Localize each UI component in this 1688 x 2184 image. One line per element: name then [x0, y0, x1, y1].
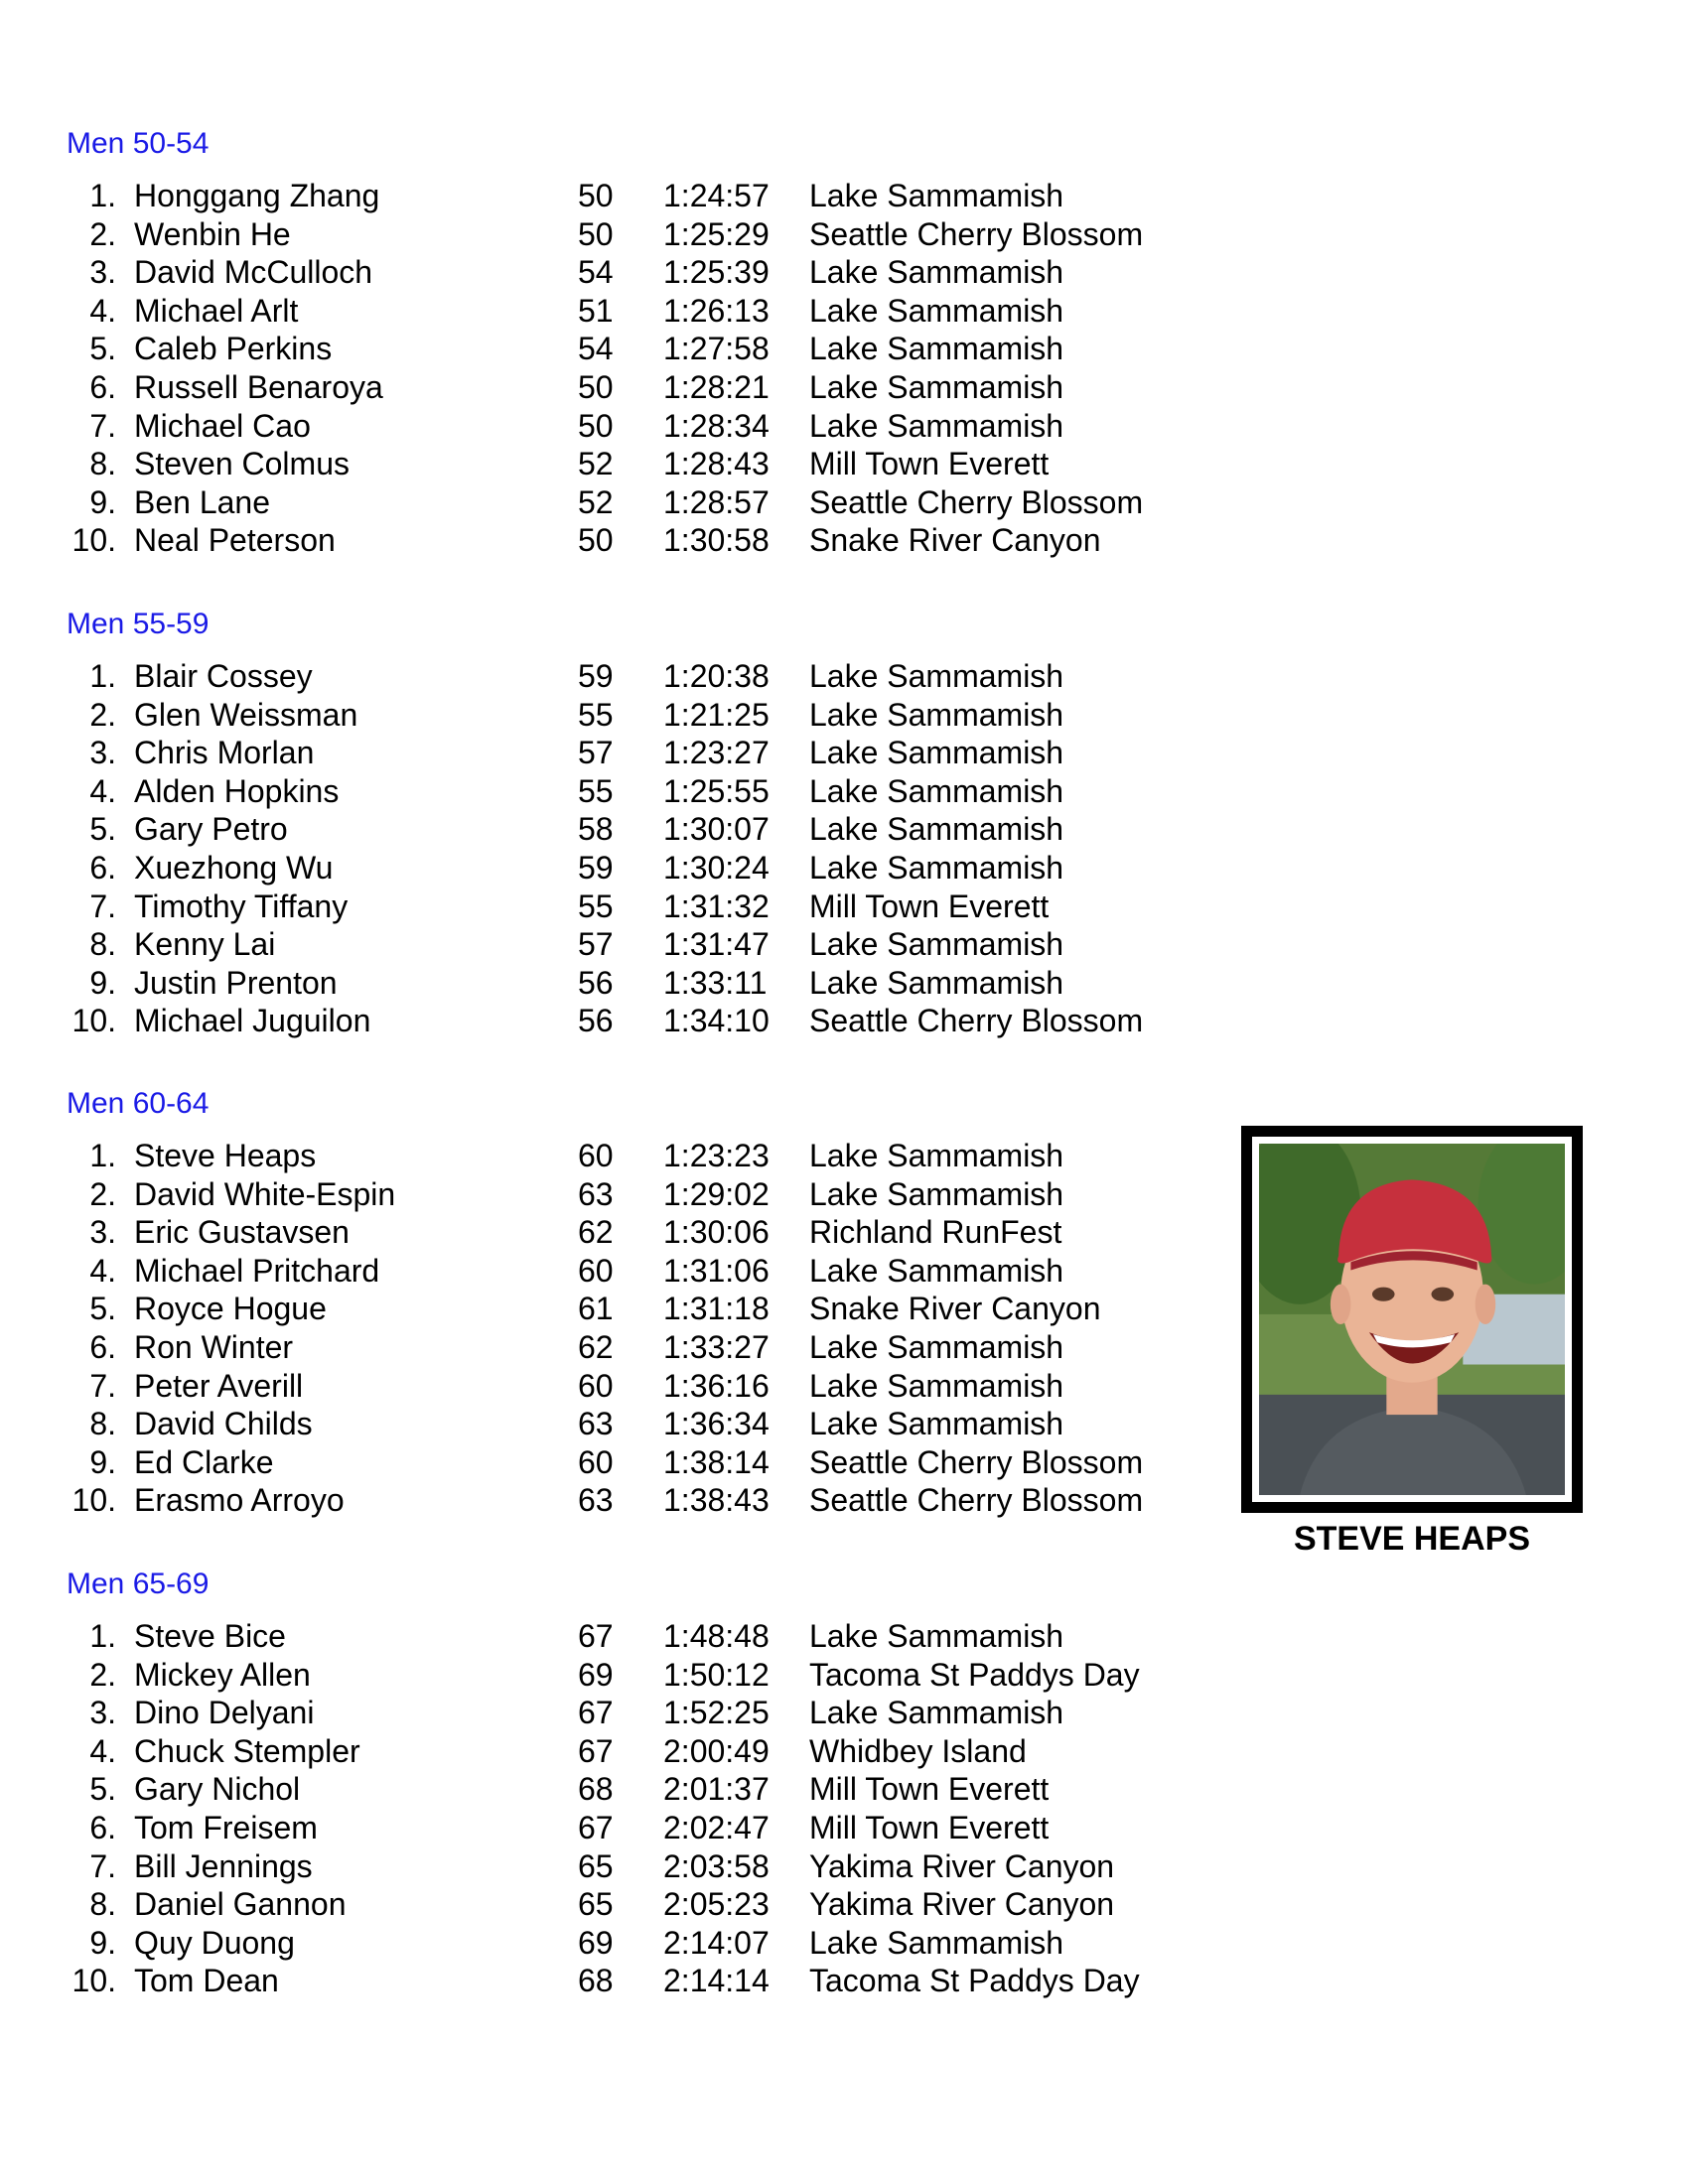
runner-name: Steven Colmus [134, 446, 350, 482]
rank-cell: 8. [89, 1406, 116, 1442]
runner-age: 69 [578, 1924, 614, 1961]
finish-time: 1:36:16 [663, 1367, 770, 1404]
runner-age: 54 [578, 331, 614, 367]
race-name: Seattle Cherry Blossom [809, 483, 1144, 520]
result-row [67, 1656, 1208, 1695]
runner-age: 62 [578, 1214, 614, 1251]
result-row [67, 657, 1208, 696]
runner-name: Gary Petro [134, 811, 288, 848]
runner-age: 52 [578, 446, 614, 482]
runner-name: Glen Weissman [134, 696, 358, 733]
race-name: Snake River Canyon [809, 1291, 1101, 1327]
rank-cell: 6. [89, 1809, 116, 1845]
runner-name: David White-Espin [134, 1175, 396, 1212]
finish-time: 1:34:10 [663, 1003, 770, 1039]
runner-age: 51 [578, 292, 614, 329]
runner-name: Xuezhong Wu [134, 849, 334, 886]
result-row [67, 1617, 1208, 1656]
runner-age: 50 [578, 522, 614, 559]
runner-name: Steve Bice [134, 1618, 286, 1654]
finish-time: 1:50:12 [663, 1656, 770, 1693]
finish-time: 2:00:49 [663, 1732, 770, 1769]
finish-time: 1:28:34 [663, 407, 770, 444]
finish-time: 1:28:21 [663, 368, 770, 405]
runner-age: 55 [578, 772, 614, 809]
runner-name: Ron Winter [134, 1328, 294, 1365]
race-name: Mill Town Everett [809, 1771, 1050, 1808]
result-row [67, 1885, 1208, 1924]
rank-cell: 7. [89, 887, 116, 924]
runner-age: 50 [578, 215, 614, 252]
runner-age: 63 [578, 1175, 614, 1212]
result-row [67, 368, 1208, 407]
runner-name: David McCulloch [134, 254, 373, 291]
finish-time: 1:26:13 [663, 292, 770, 329]
section-heading: Men 55-59 [67, 608, 210, 640]
race-name: Lake Sammamish [809, 964, 1064, 1001]
rank-cell: 2. [89, 215, 116, 252]
runner-name: Quy Duong [134, 1924, 295, 1961]
section-heading: Men 50-54 [67, 127, 210, 160]
runner-name: Erasmo Arroyo [134, 1482, 345, 1519]
finish-time: 1:28:43 [663, 446, 770, 482]
result-row [67, 1213, 1208, 1252]
runner-name: Daniel Gannon [134, 1886, 347, 1923]
race-name: Lake Sammamish [809, 1618, 1064, 1654]
section-men-60-64 [67, 1085, 1208, 1520]
result-row [67, 1002, 1208, 1040]
result-row [67, 1809, 1208, 1847]
runner-name: Chuck Stempler [134, 1732, 360, 1769]
rank-cell: 4. [89, 292, 116, 329]
finish-time: 1:30:06 [663, 1214, 770, 1251]
runner-name: Kenny Lai [134, 926, 276, 963]
result-row [67, 1924, 1208, 1963]
runner-name: Bill Jennings [134, 1847, 313, 1884]
photo-caption: STEVE HEAPS [1293, 1520, 1531, 1558]
rank-cell: 10. [71, 1003, 116, 1039]
runner-name: Gary Nichol [134, 1771, 301, 1808]
finish-time: 1:30:58 [663, 522, 770, 559]
rank-cell: 9. [89, 483, 116, 520]
rank-cell: 9. [89, 1443, 116, 1480]
rank-cell: 5. [89, 811, 116, 848]
runner-name: Royce Hogue [134, 1291, 327, 1327]
result-row [67, 177, 1208, 215]
result-row [67, 292, 1208, 331]
race-name: Yakima River Canyon [809, 1847, 1115, 1884]
race-name: Lake Sammamish [809, 1695, 1064, 1731]
runner-age: 58 [578, 811, 614, 848]
result-row [67, 964, 1208, 1003]
result-row [67, 1847, 1208, 1886]
runner-age: 65 [578, 1847, 614, 1884]
runner-name: Timothy Tiffany [134, 887, 349, 924]
result-row [67, 810, 1208, 849]
runner-age: 50 [578, 368, 614, 405]
rank-cell: 2. [89, 1175, 116, 1212]
finish-time: 1:30:24 [663, 849, 770, 886]
runner-age: 57 [578, 735, 614, 771]
runner-age: 63 [578, 1482, 614, 1519]
finish-time: 2:02:47 [663, 1809, 770, 1845]
runner-age: 60 [578, 1443, 614, 1480]
runner-name: Mickey Allen [134, 1656, 311, 1693]
finish-time: 2:01:37 [663, 1771, 770, 1808]
runner-age: 65 [578, 1886, 614, 1923]
runner-name: Michael Arlt [134, 292, 299, 329]
result-row [67, 215, 1208, 254]
result-row [67, 253, 1208, 292]
rank-cell: 10. [71, 522, 116, 559]
runner-name: Alden Hopkins [134, 772, 340, 809]
race-name: Whidbey Island [809, 1732, 1027, 1769]
race-name: Snake River Canyon [809, 522, 1101, 559]
race-name: Lake Sammamish [809, 696, 1064, 733]
race-name: Lake Sammamish [809, 178, 1064, 213]
runner-age: 68 [578, 1963, 614, 1999]
finish-time: 1:28:57 [663, 483, 770, 520]
result-row [67, 1328, 1208, 1367]
runner-name: Russell Benaroya [134, 368, 383, 405]
finish-time: 2:14:07 [663, 1924, 770, 1961]
race-name: Tacoma St Paddys Day [809, 1963, 1140, 1999]
race-name: Mill Town Everett [809, 446, 1050, 482]
runner-name: Wenbin He [134, 215, 291, 252]
runner-name: Justin Prenton [134, 964, 338, 1001]
race-name: Lake Sammamish [809, 1175, 1064, 1212]
rank-cell: 1. [89, 1618, 116, 1654]
runner-age: 61 [578, 1291, 614, 1327]
finish-time: 1:30:07 [663, 811, 770, 848]
rank-cell: 8. [89, 926, 116, 963]
rank-cell: 7. [89, 1847, 116, 1884]
finish-time: 1:36:34 [663, 1406, 770, 1442]
finish-time: 1:24:57 [663, 178, 770, 213]
runner-name: Ed Clarke [134, 1443, 274, 1480]
race-name: Lake Sammamish [809, 407, 1064, 444]
finish-time: 1:38:14 [663, 1443, 770, 1480]
rank-cell: 9. [89, 964, 116, 1001]
rank-cell: 4. [89, 772, 116, 809]
finish-time: 1:27:58 [663, 331, 770, 367]
results-list [67, 1617, 1208, 2000]
finish-time: 1:52:25 [663, 1695, 770, 1731]
rank-cell: 6. [89, 1328, 116, 1365]
runner-name: Chris Morlan [134, 735, 315, 771]
result-row [67, 734, 1208, 772]
results-list [67, 1137, 1208, 1520]
result-row [67, 887, 1208, 926]
finish-time: 1:48:48 [663, 1618, 770, 1654]
finish-time: 1:29:02 [663, 1175, 770, 1212]
finish-time: 1:31:06 [663, 1252, 770, 1289]
finish-time: 1:20:38 [663, 658, 770, 694]
result-row [67, 925, 1208, 964]
section-men-65-69 [67, 1566, 1208, 2000]
result-row [67, 1770, 1208, 1809]
section-men-55-59 [67, 606, 1208, 1040]
runner-photo [1241, 1126, 1583, 1513]
runner-name: Neal Peterson [134, 522, 336, 559]
rank-cell: 2. [89, 1656, 116, 1693]
rank-cell: 3. [89, 254, 116, 291]
result-row [67, 521, 1208, 560]
race-name: Lake Sammamish [809, 811, 1064, 848]
finish-time: 1:38:43 [663, 1482, 770, 1519]
runner-name: Steve Heaps [134, 1138, 317, 1173]
rank-cell: 6. [89, 368, 116, 405]
race-name: Lake Sammamish [809, 368, 1064, 405]
section-heading: Men 60-64 [67, 1087, 210, 1120]
result-row [67, 1290, 1208, 1328]
runner-age: 56 [578, 964, 614, 1001]
finish-time: 1:23:27 [663, 735, 770, 771]
finish-time: 1:25:55 [663, 772, 770, 809]
runner-name: Eric Gustavsen [134, 1214, 350, 1251]
runner-age: 55 [578, 696, 614, 733]
finish-time: 1:23:23 [663, 1138, 770, 1173]
race-name: Yakima River Canyon [809, 1886, 1115, 1923]
runner-age: 67 [578, 1695, 614, 1731]
race-name: Tacoma St Paddys Day [809, 1656, 1140, 1693]
runner-age: 67 [578, 1732, 614, 1769]
runner-name: Michael Pritchard [134, 1252, 380, 1289]
race-name: Seattle Cherry Blossom [809, 1003, 1144, 1039]
results-list [67, 177, 1208, 560]
race-name: Seattle Cherry Blossom [809, 1482, 1144, 1519]
race-name: Lake Sammamish [809, 926, 1064, 963]
runner-age: 59 [578, 658, 614, 694]
race-name: Mill Town Everett [809, 887, 1050, 924]
rank-cell: 5. [89, 1291, 116, 1327]
runner-age: 60 [578, 1367, 614, 1404]
race-name: Lake Sammamish [809, 658, 1064, 694]
result-row [67, 1443, 1208, 1482]
section-heading: Men 65-69 [67, 1568, 210, 1600]
race-name: Lake Sammamish [809, 331, 1064, 367]
rank-cell: 4. [89, 1252, 116, 1289]
race-name: Lake Sammamish [809, 1406, 1064, 1442]
finish-time: 1:31:47 [663, 926, 770, 963]
rank-cell: 3. [89, 735, 116, 771]
result-row [67, 1962, 1208, 2000]
rank-cell: 1. [89, 658, 116, 694]
rank-cell: 8. [89, 1886, 116, 1923]
race-name: Lake Sammamish [809, 1328, 1064, 1365]
runner-portrait-image [1259, 1144, 1565, 1495]
results-list [67, 657, 1208, 1040]
result-row [67, 696, 1208, 735]
result-row [67, 483, 1208, 522]
runner-name: Ben Lane [134, 483, 271, 520]
race-name: Lake Sammamish [809, 1367, 1064, 1404]
runner-age: 67 [578, 1809, 614, 1845]
finish-time: 2:14:14 [663, 1963, 770, 1999]
rank-cell: 3. [89, 1695, 116, 1731]
result-row [67, 1481, 1208, 1520]
finish-time: 1:31:18 [663, 1291, 770, 1327]
race-name: Lake Sammamish [809, 735, 1064, 771]
rank-cell: 10. [71, 1482, 116, 1519]
result-row [67, 1732, 1208, 1771]
result-row [67, 1367, 1208, 1406]
runner-age: 55 [578, 887, 614, 924]
runner-age: 59 [578, 849, 614, 886]
rank-cell: 1. [89, 178, 116, 213]
rank-cell: 9. [89, 1924, 116, 1961]
rank-cell: 3. [89, 1214, 116, 1251]
result-row [67, 407, 1208, 446]
race-name: Mill Town Everett [809, 1809, 1050, 1845]
finish-time: 1:33:27 [663, 1328, 770, 1365]
result-row [67, 849, 1208, 887]
rank-cell: 7. [89, 1367, 116, 1404]
runner-name: Michael Juguilon [134, 1003, 371, 1039]
runner-name: Peter Averill [134, 1367, 304, 1404]
rank-cell: 2. [89, 696, 116, 733]
runner-name: Tom Freisem [134, 1809, 318, 1845]
race-name: Lake Sammamish [809, 1138, 1064, 1173]
rank-cell: 6. [89, 849, 116, 886]
race-name: Lake Sammamish [809, 1252, 1064, 1289]
finish-time: 1:25:39 [663, 254, 770, 291]
runner-age: 67 [578, 1618, 614, 1654]
finish-time: 1:21:25 [663, 696, 770, 733]
rank-cell: 1. [89, 1138, 116, 1173]
race-name: Lake Sammamish [809, 254, 1064, 291]
runner-age: 52 [578, 483, 614, 520]
result-row [67, 1175, 1208, 1214]
rank-cell: 4. [89, 1732, 116, 1769]
finish-time: 1:31:32 [663, 887, 770, 924]
race-name: Lake Sammamish [809, 849, 1064, 886]
runner-age: 69 [578, 1656, 614, 1693]
runner-age: 63 [578, 1406, 614, 1442]
section-men-50-54 [67, 125, 1208, 560]
finish-time: 1:33:11 [663, 964, 768, 1001]
runner-age: 57 [578, 926, 614, 963]
runner-age: 54 [578, 254, 614, 291]
runner-name: Blair Cossey [134, 658, 313, 694]
race-name: Seattle Cherry Blossom [809, 1443, 1144, 1480]
rank-cell: 10. [71, 1963, 116, 1999]
runner-age: 68 [578, 1771, 614, 1808]
runner-name: Caleb Perkins [134, 331, 333, 367]
finish-time: 2:03:58 [663, 1847, 770, 1884]
runner-name: Michael Cao [134, 407, 311, 444]
race-name: Richland RunFest [809, 1214, 1062, 1251]
finish-time: 1:25:29 [663, 215, 770, 252]
runner-name: Honggang Zhang [134, 178, 380, 213]
runner-age: 50 [578, 407, 614, 444]
runner-age: 60 [578, 1138, 614, 1173]
runner-age: 56 [578, 1003, 614, 1039]
rank-cell: 5. [89, 1771, 116, 1808]
result-row [67, 1694, 1208, 1732]
result-row [67, 1137, 1208, 1175]
race-name: Lake Sammamish [809, 1924, 1064, 1961]
runner-age: 60 [578, 1252, 614, 1289]
runner-name: Tom Dean [134, 1963, 279, 1999]
result-row [67, 445, 1208, 483]
result-row [67, 330, 1208, 368]
runner-name: David Childs [134, 1406, 313, 1442]
rank-cell: 8. [89, 446, 116, 482]
result-row [67, 1405, 1208, 1443]
runner-name: Dino Delyani [134, 1695, 315, 1731]
race-name: Lake Sammamish [809, 772, 1064, 809]
race-name: Lake Sammamish [809, 292, 1064, 329]
result-row [67, 772, 1208, 811]
rank-cell: 5. [89, 331, 116, 367]
result-row [67, 1252, 1208, 1291]
rank-cell: 7. [89, 407, 116, 444]
finish-time: 2:05:23 [663, 1886, 770, 1923]
runner-age: 62 [578, 1328, 614, 1365]
race-name: Seattle Cherry Blossom [809, 215, 1144, 252]
runner-age: 50 [578, 178, 614, 213]
